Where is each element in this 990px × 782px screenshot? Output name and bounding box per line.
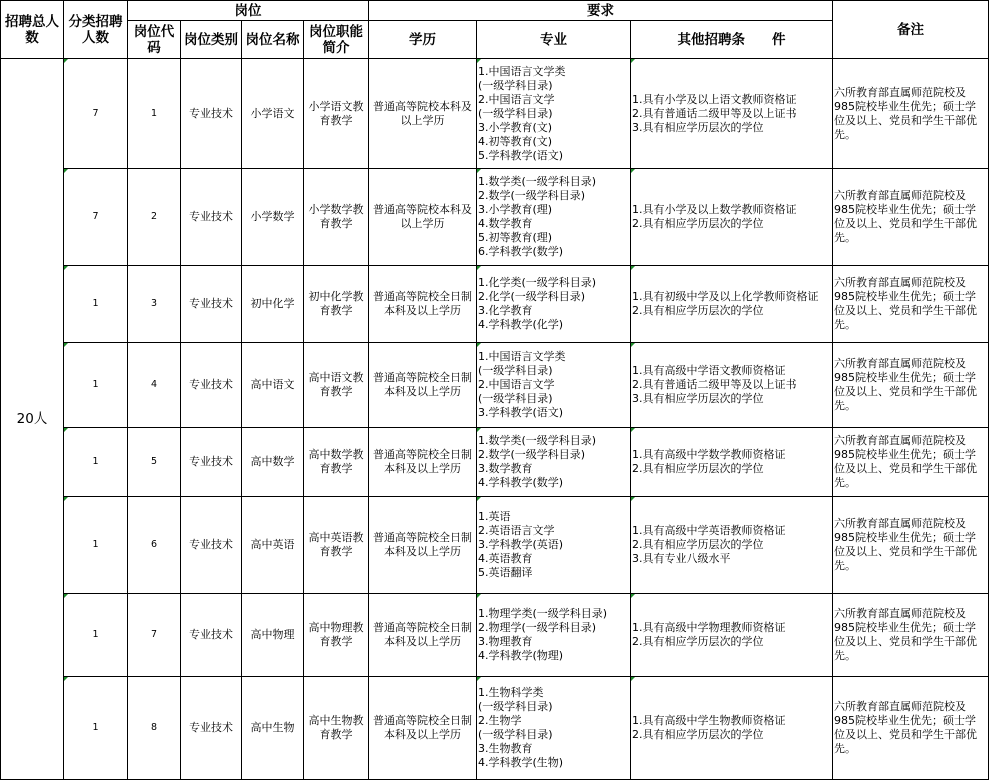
header-other: 其他招聘条 件 [631, 21, 833, 59]
category-count-cell[interactable]: 1 [64, 677, 128, 780]
major-cell-line: 1.数学类(一级学科目录) [478, 434, 597, 447]
header-education: 学历 [369, 21, 477, 59]
major-cell-line: (一级学科目录) [478, 700, 553, 713]
post-type-cell[interactable]: 专业技术 [181, 59, 242, 169]
header-post-code: 岗位代码 [128, 21, 181, 59]
other-cell-line: 2.具有相应学历层次的学位 [632, 462, 764, 475]
major-cell-line: 2.数学(一级学科目录) [478, 189, 586, 202]
table-row [1, 169, 989, 266]
other-cell[interactable] [631, 677, 833, 780]
other-cell[interactable] [631, 343, 833, 428]
major-cell-line: 6.学科教学(数学) [478, 245, 564, 258]
post-code-cell[interactable]: 5 [128, 428, 181, 497]
post-name-cell[interactable]: 小学语文 [242, 59, 304, 169]
major-cell-line: (一级学科目录) [478, 364, 553, 377]
major-cell[interactable] [477, 594, 631, 677]
category-count-cell[interactable]: 1 [64, 266, 128, 343]
major-cell-line: 1.中国语言文学类 [478, 350, 566, 363]
education-cell[interactable]: 普通高等院校全日制本科及以上学历 [369, 497, 477, 594]
education-cell[interactable]: 普通高等院校全日制本科及以上学历 [369, 266, 477, 343]
other-cell-line: 2.具有相应学历层次的学位 [632, 538, 764, 551]
major-cell-line: 4.学科教学(生物) [478, 756, 564, 769]
category-count-cell[interactable]: 1 [64, 594, 128, 677]
major-cell-line: 5.初等教育(理) [478, 231, 553, 244]
post-type-cell[interactable]: 专业技术 [181, 266, 242, 343]
other-cell-line: 1.具有小学及以上数学教师资格证 [632, 203, 797, 216]
major-cell-line: 3.化学教育 [478, 304, 533, 317]
post-code-cell[interactable]: 6 [128, 497, 181, 594]
major-cell-line: 3.小学教育(文) [478, 120, 553, 134]
post-type-cell[interactable]: 专业技术 [181, 497, 242, 594]
category-count-cell[interactable]: 7 [64, 59, 128, 169]
post-name-cell[interactable]: 高中物理 [242, 594, 304, 677]
remark-cell[interactable]: 六所教育部直属师范院校及985院校毕业生优先；硕士学位及以上、党员和学生干部优先。 [833, 266, 989, 343]
remark-cell[interactable]: 六所教育部直属师范院校及985院校毕业生优先；硕士学位及以上、党员和学生干部优先。 [833, 428, 989, 497]
other-cell[interactable] [631, 169, 833, 266]
major-cell-line: 3.小学教育(理) [478, 203, 553, 216]
other-cell-line: 1.具有初级中学及以上化学教师资格证 [632, 290, 819, 303]
post-code-cell[interactable]: 2 [128, 169, 181, 266]
major-cell-line: 5.学科教学(语文) [478, 148, 564, 162]
post-desc-cell[interactable]: 高中语文教育教学 [304, 343, 369, 428]
category-count-cell[interactable]: 7 [64, 169, 128, 266]
education-cell[interactable]: 普通高等院校全日制本科及以上学历 [369, 677, 477, 780]
other-cell-line: 3.具有相应学历层次的学位 [632, 120, 764, 134]
other-cell-line: 1.具有高级中学物理教师资格证 [632, 621, 786, 634]
header-post-desc: 岗位职能简介 [304, 21, 369, 59]
table-row [1, 497, 989, 594]
post-name-cell[interactable]: 高中语文 [242, 343, 304, 428]
post-code-cell[interactable]: 1 [128, 59, 181, 169]
major-cell[interactable] [477, 428, 631, 497]
major-cell-line: 1.数学类(一级学科目录) [478, 175, 597, 188]
remark-cell[interactable]: 六所教育部直属师范院校及985院校毕业生优先；硕士学位及以上、党员和学生干部优先。 [833, 594, 989, 677]
other-cell[interactable] [631, 428, 833, 497]
major-cell-line: 1.物理学类(一级学科目录) [478, 607, 608, 620]
major-cell-line: 2.中国语言文学 [478, 92, 555, 106]
major-cell-line: 5.英语翻译 [478, 566, 533, 579]
post-code-cell[interactable]: 3 [128, 266, 181, 343]
remark-cell[interactable]: 六所教育部直属师范院校及985院校毕业生优先；硕士学位及以上、党员和学生干部优先。 [833, 169, 989, 266]
major-cell-line: 4.学科教学(数学) [478, 476, 564, 489]
major-cell[interactable] [477, 266, 631, 343]
post-code-cell[interactable]: 7 [128, 594, 181, 677]
header-major: 专业 [477, 21, 631, 59]
category-count-cell[interactable]: 1 [64, 428, 128, 497]
major-cell-line: (一级学科目录) [478, 728, 553, 741]
other-cell-line: 3.具有相应学历层次的学位 [632, 392, 764, 405]
other-cell-line: 1.具有高级中学生物教师资格证 [632, 714, 786, 727]
major-cell-line: 3.学科教学(语文) [478, 406, 564, 419]
major-cell-line: 1.化学类(一级学科目录) [478, 276, 597, 289]
header-remark: 备注 [833, 1, 989, 59]
post-desc-cell[interactable]: 初中化学教育教学 [304, 266, 369, 343]
major-cell-line: 2.中国语言文学 [478, 378, 555, 391]
major-cell[interactable] [477, 343, 631, 428]
header-category: 分类招聘人数 [64, 1, 128, 59]
header-post-type: 岗位类别 [181, 21, 242, 59]
major-cell-line: 3.数学教育 [478, 462, 533, 475]
other-cell-line: 1.具有高级中学英语教师资格证 [632, 524, 786, 537]
major-cell-line: 2.英语语言文学 [478, 524, 555, 537]
major-cell-line: (一级学科目录) [478, 78, 553, 92]
post-code-cell[interactable]: 4 [128, 343, 181, 428]
major-cell-line: (一级学科目录) [478, 106, 553, 120]
other-cell-line: 2.具有普通话二级甲等及以上证书 [632, 106, 797, 120]
major-cell-line: 3.学科教学(英语) [478, 538, 564, 551]
major-cell-line: 1.英语 [478, 510, 511, 523]
major-cell[interactable] [477, 169, 631, 266]
education-cell[interactable]: 普通高等院校本科及以上学历 [369, 169, 477, 266]
major-cell-line: 3.物理教育 [478, 635, 533, 648]
table-body [1, 59, 989, 780]
post-code-cell[interactable]: 8 [128, 677, 181, 780]
other-cell-line: 2.具有相应学历层次的学位 [632, 728, 764, 741]
other-cell[interactable] [631, 594, 833, 677]
table-row [1, 677, 989, 780]
remark-cell[interactable]: 六所教育部直属师范院校及985院校毕业生优先；硕士学位及以上、党员和学生干部优先。 [833, 677, 989, 780]
major-cell-line: 2.物理学(一级学科目录) [478, 621, 597, 634]
post-desc-cell[interactable]: 小学数学教育教学 [304, 169, 369, 266]
major-cell-line: 4.学科教学(化学) [478, 318, 564, 331]
post-desc-cell[interactable]: 高中物理教育教学 [304, 594, 369, 677]
education-cell[interactable]: 普通高等院校本科及以上学历 [369, 59, 477, 169]
category-count-cell[interactable]: 1 [64, 497, 128, 594]
major-cell[interactable] [477, 59, 631, 169]
post-type-cell[interactable]: 专业技术 [181, 428, 242, 497]
major-cell-line: 4.数学教育 [478, 217, 533, 230]
major-cell-line: 2.生物学 [478, 714, 522, 727]
post-name-cell[interactable]: 高中生物 [242, 677, 304, 780]
table-row [1, 266, 989, 343]
table-row [1, 428, 989, 497]
major-cell-line: 4.初等教育(文) [478, 134, 553, 148]
post-name-cell[interactable]: 高中数学 [242, 428, 304, 497]
other-cell-line: 1.具有小学及以上语文教师资格证 [632, 92, 797, 106]
table-row [1, 594, 989, 677]
remark-cell[interactable]: 六所教育部直属师范院校及985院校毕业生优先；硕士学位及以上、党员和学生干部优先。 [833, 343, 989, 428]
education-cell[interactable]: 普通高等院校全日制本科及以上学历 [369, 343, 477, 428]
other-cell-line: 2.具有普通话二级甲等及以上证书 [632, 378, 797, 391]
education-cell[interactable]: 普通高等院校全日制本科及以上学历 [369, 594, 477, 677]
major-cell-line: 1.生物科学类 [478, 686, 544, 699]
other-cell[interactable] [631, 59, 833, 169]
other-cell[interactable] [631, 497, 833, 594]
other-cell-line: 3.具有专业八级水平 [632, 552, 731, 565]
remark-cell[interactable]: 六所教育部直属师范院校及985院校毕业生优先；硕士学位及以上、党员和学生干部优先。 [833, 59, 989, 169]
post-type-cell[interactable]: 专业技术 [181, 343, 242, 428]
post-type-cell[interactable]: 专业技术 [181, 169, 242, 266]
major-cell-line: 2.化学(一级学科目录) [478, 290, 586, 303]
other-cell-line: 2.具有相应学历层次的学位 [632, 217, 764, 230]
other-cell-line: 2.具有相应学历层次的学位 [632, 304, 764, 317]
other-cell[interactable] [631, 266, 833, 343]
table-row [1, 343, 989, 428]
table-row [1, 59, 989, 169]
post-desc-cell[interactable]: 高中数学教育教学 [304, 428, 369, 497]
major-cell-line: (一级学科目录) [478, 392, 553, 405]
other-cell-line: 2.具有相应学历层次的学位 [632, 635, 764, 648]
education-cell[interactable]: 普通高等院校全日制本科及以上学历 [369, 428, 477, 497]
remark-cell[interactable]: 六所教育部直属师范院校及985院校毕业生优先；硕士学位及以上、党员和学生干部优先。 [833, 497, 989, 594]
major-cell-line: 2.数学(一级学科目录) [478, 448, 586, 461]
total-count-cell[interactable]: 20人 [1, 59, 64, 780]
post-name-cell[interactable]: 初中化学 [242, 266, 304, 343]
header-req-group: 要求 [369, 1, 833, 21]
other-cell-line: 1.具有高级中学语文教师资格证 [632, 364, 786, 377]
post-name-cell[interactable]: 小学数学 [242, 169, 304, 266]
post-type-cell[interactable]: 专业技术 [181, 677, 242, 780]
category-count-cell[interactable]: 1 [64, 343, 128, 428]
major-cell-line: 4.学科教学(物理) [478, 649, 564, 662]
post-desc-cell[interactable]: 高中英语教育教学 [304, 497, 369, 594]
post-type-cell[interactable]: 专业技术 [181, 594, 242, 677]
other-cell-line: 1.具有高级中学数学教师资格证 [632, 448, 786, 461]
header-post-group: 岗位 [128, 1, 369, 21]
major-cell-line: 1.中国语言文学类 [478, 64, 566, 78]
header-total: 招聘总人数 [1, 1, 64, 59]
major-cell[interactable] [477, 497, 631, 594]
post-desc-cell[interactable]: 高中生物教育教学 [304, 677, 369, 780]
header-post-name: 岗位名称 [242, 21, 304, 59]
post-desc-cell[interactable]: 小学语文教育教学 [304, 59, 369, 169]
major-cell-line: 4.英语教育 [478, 552, 533, 565]
major-cell[interactable] [477, 677, 631, 780]
post-name-cell[interactable]: 高中英语 [242, 497, 304, 594]
major-cell-line: 3.生物教育 [478, 742, 533, 755]
